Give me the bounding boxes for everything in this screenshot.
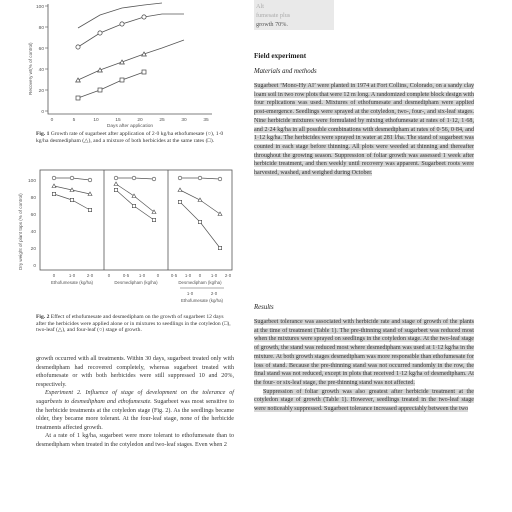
fig2-frame	[40, 170, 232, 270]
fig2-xtick: 0·5	[122, 273, 130, 278]
fig2-xtick: 2·0	[224, 273, 232, 278]
fig2-point	[52, 176, 56, 180]
fig2-ytick: 20	[30, 247, 36, 252]
fig1-point	[142, 52, 147, 56]
fig1-point	[98, 88, 102, 92]
results-text	[254, 318, 474, 414]
fig2-point	[114, 188, 117, 191]
fig2-caption	[36, 314, 234, 334]
fig2-xtick: 0	[107, 273, 111, 278]
top-fragment-line3: growth 70%.	[256, 21, 288, 28]
left-paragraph-1: growth occurred with all treatments. Within 30 days, sugarbeet treated only with desmedipham had recovered completely, whereas sugarbeet treated with ethofumesate or with both herbicides were still suppressed 10 and 20%, respectively.	[36, 356, 234, 388]
fig2-point	[52, 192, 55, 195]
fig2-point	[132, 204, 135, 207]
fig2-point	[178, 188, 182, 192]
fig2-xtick: 1·0	[138, 273, 146, 278]
results-highlighted-text-1: Sugarbeet tolerance was associated with herbicide rate and stage of growth of the plants at the time of treatment (Table 1). The pre-thinning stand of sugarbeet was reduced most when the mixtures were sprayed on seedlings in the cotyledon stage. At the two-leaf stage of growth, the stand was reduced most where desmedipham was used at 1·12 kg/ha in the mixture. At both growth stages desmedipham was more responsible than ethofumesate for loss of stand. Because the pre-thinning stand was not occurred randomly in the row, the final stand was not reduced, except in plots that received 1·12 kg/ha of desmedipham. At the four- or six-leaf stage, the pre-thinning stand was not affected.	[254, 319, 474, 386]
fig2-sub-tick: 1·0	[186, 291, 194, 296]
fig2-point	[178, 176, 182, 180]
fig2-xtick: 0	[156, 273, 160, 278]
left-body-text	[36, 355, 234, 450]
fig1-caption	[36, 131, 230, 144]
fig2-markers	[52, 176, 222, 250]
fig1-point	[120, 22, 124, 26]
fig2-xtick: 1·0	[68, 273, 76, 278]
fig2-point	[132, 194, 136, 198]
fig1-ytick: 80	[38, 26, 44, 31]
fig1-point	[120, 60, 125, 64]
fig2-ytick: 100	[27, 179, 36, 184]
fig2-xticks	[53, 273, 232, 278]
fig2-ytick: 0	[33, 264, 36, 269]
fig2-point	[178, 200, 181, 203]
fig2-point	[88, 208, 91, 211]
fig2-point	[114, 182, 118, 186]
fig2-point	[132, 176, 136, 180]
figure-1-plot	[22, 0, 222, 128]
fig1-xtick: 30	[181, 118, 187, 123]
fig1-series-mixture	[78, 40, 184, 80]
fig2-point	[218, 212, 222, 216]
fig1-point	[98, 68, 103, 72]
fig2-ytick: 80	[30, 196, 36, 201]
left-paragraph-3: At a rate of 1 kg/ha, sugarbeet were more tolerant to ethofumesate than to desmedipham when treated in the cotyledon and two-leaf stages. Even when 2	[36, 433, 234, 448]
field-experiment-heading: Field experiment	[254, 52, 307, 60]
fig1-point	[120, 78, 124, 82]
fig2-point	[152, 218, 155, 221]
fig2-point	[152, 177, 156, 181]
fig2-yticks	[28, 178, 36, 269]
results-paragraph-1	[254, 318, 474, 388]
fig2-point	[70, 198, 73, 201]
top-fragment-line1: Alt	[256, 3, 264, 10]
fig1-point	[76, 78, 81, 82]
top-fragment-line2: fumesate plus	[256, 12, 291, 19]
fig1-xtick: 35	[203, 118, 209, 123]
fig1-xtick: 5	[72, 118, 76, 123]
figure-1	[22, 0, 222, 128]
fig2-ytick: 40	[30, 230, 36, 235]
fig2-xtick: 0	[198, 273, 202, 278]
fig1-point	[142, 70, 146, 74]
fig1-caption-text: Growth rate of sugarbeet after application of 2·0 kg/ha ethofumesate (○), 1·0 kg/ha desmedipham (△), and a mixture of both herbicides at the same rates (□).	[36, 131, 224, 144]
fig1-caption-label: Fig. 1	[36, 131, 50, 137]
results-heading: Results	[254, 304, 274, 311]
fig2-xtick: 0	[52, 273, 56, 278]
results-highlighted-text-2: Suppression of foliar growth was also greatest after herbicide treatment at the cotyledon stage of growth (Table 1). However, seedlings treated in the two-leaf stage were noticeably suppressed. Sugarbeet tolerance increased appreciably between the two	[254, 388, 474, 413]
fig1-point	[76, 45, 80, 49]
fig1-xtick: 10	[93, 118, 99, 123]
fig1-point	[142, 15, 146, 19]
fig1-xlabel: Days after application	[106, 124, 154, 128]
fig1-xtick: 25	[159, 118, 165, 123]
figure-2-plot	[14, 160, 240, 308]
fig1-xtick: 0	[50, 118, 54, 123]
fig1-point	[76, 96, 80, 100]
fig1-ytick: 20	[38, 89, 44, 94]
fig2-p3-line	[180, 202, 220, 248]
fig1-ytick: 100	[35, 5, 44, 10]
fig2-point	[70, 176, 74, 180]
fig1-ytick: 60	[38, 47, 44, 52]
fig1-ytick-marks	[45, 6, 48, 111]
fig2-point	[198, 220, 201, 223]
figure-2	[14, 160, 240, 308]
fig1-yticks	[36, 4, 44, 115]
fig2-xtick: 0·5	[170, 273, 178, 278]
experiment-2-title: Experiment 2. Influence of stage of development on the tolerance of sugarbeets to desmedipham and ethofumesate.	[36, 390, 234, 405]
fig2-point	[88, 178, 92, 182]
fig2-point	[114, 176, 118, 180]
fig2-xtick: 1·0	[210, 273, 218, 278]
materials-methods-highlighted-text: Sugarbeet ‘Mono-Hy AI’ were planted in 1974 at Fort Collins, Colorado, on a sandy clay loam soil in two row plots that were 12 m long. A randomized complete block design with four replications was used. Mixtures of ethofumesate and desmedipham were applied post-emergence. Seedlings were sprayed at the cotyledon, two-, four-, and six-leaf stages. Nine herbicide mixtures were formulated by mixing ethofumesate at rates of 1·12, 1·68, and 2·24 kg/ha in all possible combinations with desmedipham at rates of 0·56, 0·84, and 1·12 kg/ha. The herbicides were sprayed in water at 281 l/ha. The stand of sugarbeet was counted in each stage before thinning. All plots were weeded at thinning and thereafter throughout the growing season. Suppression of foliar growth was assessed 1 week after herbicide treatment, and then weekly until recovery was apparent. Sugarbeet roots were harvested, washed, and weighed during October.	[254, 83, 474, 177]
fig1-xtick: 20	[137, 118, 143, 123]
materials-methods-text	[254, 82, 474, 178]
fig2-xtick: 1·0	[184, 273, 192, 278]
fig2-sub-label: Ethofumesate (kg/ha)	[181, 298, 223, 303]
fig1-ytick: 40	[38, 68, 44, 73]
fig2-group-label: Desmedipham (kg/ha)	[178, 280, 222, 285]
results-paragraph-2	[254, 388, 474, 414]
fig2-point	[218, 177, 222, 181]
left-paragraph-2	[36, 389, 234, 432]
fig1-point	[98, 31, 102, 35]
fig1-yaxis-label: Recovery wt(% of control)	[28, 42, 33, 95]
fig2-caption-text: Effect of ethofumesate and desmedipham on the growth of sugarbeet 12 days after the herbicides were applied alone or in mixtures to seedlings in the cotyledon (□), two-leaf (△), and four-leaf (○) stage of growth.	[36, 314, 231, 334]
fig2-point	[198, 198, 202, 202]
materials-methods-heading: Materials and methods	[254, 68, 317, 75]
fig2-point	[218, 246, 221, 249]
fig2-p3-line	[180, 190, 220, 214]
fig2-caption-label: Fig. 2	[36, 314, 50, 320]
fig2-group-label: Desmedipham (kg/ha)	[114, 280, 158, 285]
fig2-group-labels	[51, 280, 222, 285]
left-paragraph-2-text: Sugarbeet was most sensitive to the herbicide treatments at the cotyledon stage (Fig. 2). As the seedlings became older, they became more tolerant. At the four-leaf stage, none of the herbicide treatments affected growth.	[36, 398, 234, 431]
top-fragment	[256, 2, 290, 29]
fig2-ytick: 60	[30, 213, 36, 218]
fig1-xticks	[51, 117, 209, 123]
fig2-point	[52, 184, 56, 188]
fig2-yaxis-label: Dry weight of plant tops (% of control)	[18, 193, 23, 270]
fig1-markers	[76, 15, 147, 100]
fig2-sub-tick: 2·0	[210, 291, 218, 296]
fig1-xtick: 15	[115, 118, 121, 123]
fig2-group-label: Ethofumesate (kg/ha)	[51, 280, 93, 285]
fig1-ytick: 0	[41, 110, 44, 115]
materials-methods-paragraph	[254, 82, 474, 178]
fig2-xtick: 2·0	[86, 273, 94, 278]
fig2-point	[198, 176, 202, 180]
